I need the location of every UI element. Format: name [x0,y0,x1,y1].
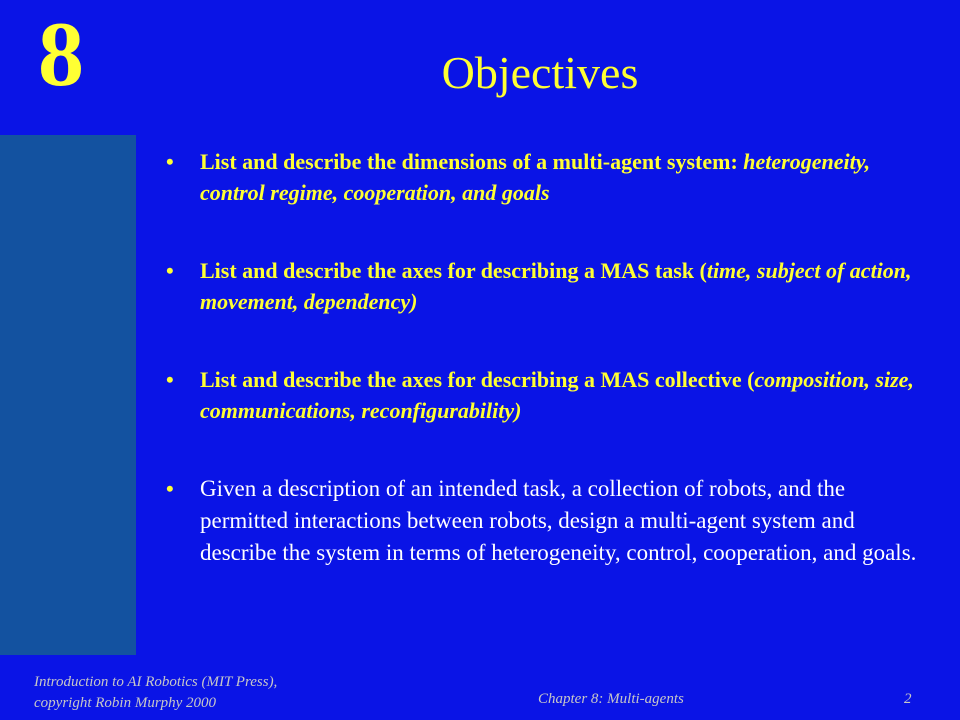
objective-italic: composition, size, communications, reconfigurability) [200,367,914,423]
objective-text: Given a description of an intended task, a collection of robots, and the permitted interactions between robots, design a multi-agent system and describe the system in terms of heterogeneity, control, cooperation, and goals. [200,476,917,565]
objectives-list [160,146,920,616]
slide-title: Objectives [441,47,639,98]
footer-source [34,672,277,714]
objective-item [160,255,920,317]
objective-lead: List and describe the dimensions of a multi-agent system: [200,149,744,174]
footer-source-line2: copyright Robin Murphy 2000 [34,695,217,711]
objective-item [160,146,920,208]
objective-italic: time, subject of action, movement, dependency) [200,258,912,314]
objective-lead: List and describe the axes for describing a MAS task ( [200,258,707,283]
objective-lead: List and describe the axes for describing a MAS collective ( [200,367,755,392]
objective-text [200,149,870,205]
bullet-icon: • [166,258,174,283]
objective-item [160,364,920,426]
objective-text [200,258,912,314]
footer-chapter: Chapter 8: Multi-agents [538,691,684,707]
objective-item [160,473,920,569]
chapter-number: 8 [38,3,84,105]
footer-source-line1: Introduction to AI Robotics (MIT Press), [34,674,278,690]
bullet-icon: • [166,367,174,392]
bullet-icon: • [166,476,174,501]
bullet-icon: • [166,149,174,174]
page-number: 2 [904,691,912,707]
objective-text [200,367,914,423]
side-bar [0,135,136,655]
objective-italic: heterogeneity, control regime, cooperation, and goals [200,149,871,205]
